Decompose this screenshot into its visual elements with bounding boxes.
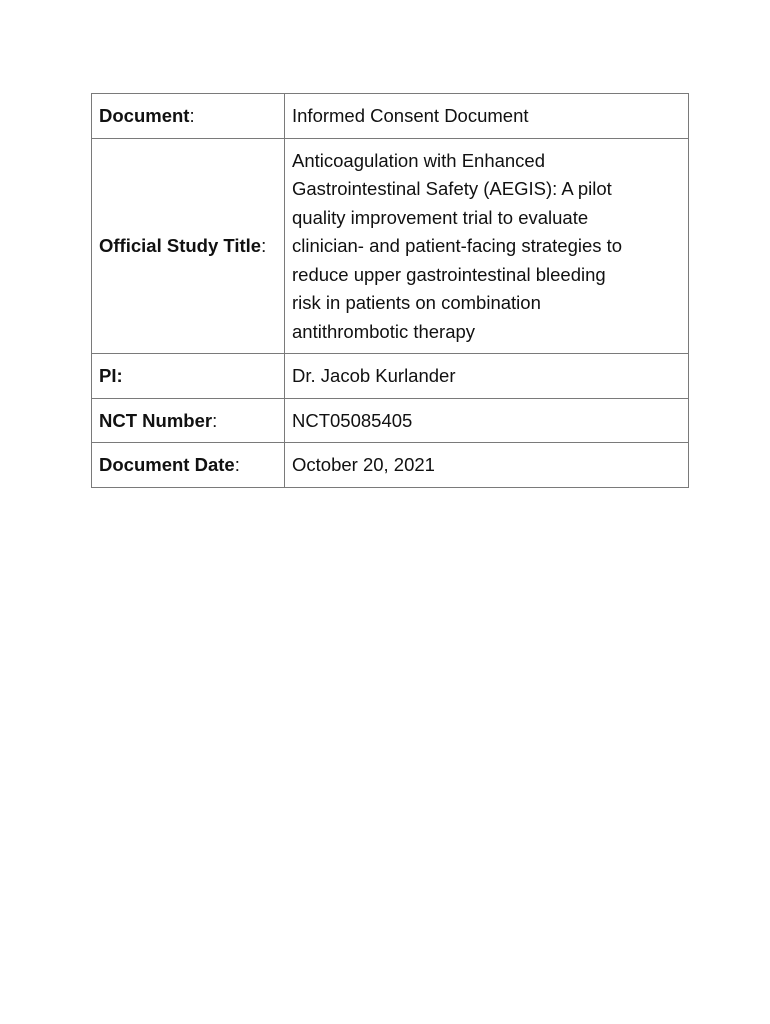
document-date-label-cell (92, 443, 285, 488)
study-title-line: Anticoagulation with Enhanced (292, 149, 546, 171)
document-label-cell (92, 94, 285, 139)
study-title-line: antithrombotic therapy (292, 320, 476, 342)
study-info-table (91, 93, 689, 488)
official-study-title-label: Official Study Title (99, 235, 262, 256)
document-label: Document (99, 105, 190, 126)
pi-label-cell (92, 354, 285, 399)
document-label-colon: : (189, 105, 195, 126)
document-date-label: Document Date (99, 454, 235, 475)
table-row-pi (92, 354, 689, 399)
pi-value: Dr. Jacob Kurlander (285, 354, 689, 399)
study-title-line: risk in patients on combination (292, 292, 541, 313)
official-study-title-colon: : (261, 235, 267, 256)
table-row-document (92, 94, 689, 139)
nct-number-label: NCT Number (99, 409, 213, 431)
study-title-line: clinician- and patient-facing strategies to (292, 235, 623, 256)
official-study-title-label-cell (92, 138, 285, 354)
document-date-value: October 20, 2021 (285, 443, 689, 488)
table-row-document-date (92, 443, 689, 488)
pi-label: PI: (99, 365, 123, 386)
official-study-title-value (285, 138, 689, 354)
study-title-line: reduce upper gastrointestinal bleeding (292, 263, 606, 285)
document-value: Informed Consent Document (285, 94, 689, 139)
table-row-nct-number (92, 398, 689, 443)
nct-number-value: NCT05085405 (285, 398, 689, 443)
study-title-line: quality improvement trial to evaluate (292, 206, 589, 228)
table-row-official-study-title (92, 138, 689, 354)
document-date-colon: : (234, 454, 240, 475)
study-title-line: Gastrointestinal Safety (AEGIS): A pilot (292, 178, 612, 199)
nct-number-colon: : (212, 409, 218, 431)
nct-number-label-cell (92, 398, 285, 443)
